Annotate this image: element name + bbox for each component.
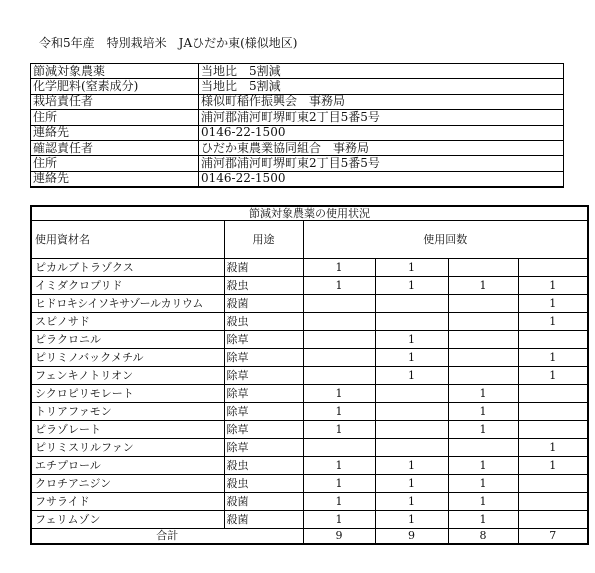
material-column-header: 使用資材名	[31, 221, 224, 259]
usage-count-cell: 1	[303, 475, 375, 493]
usage-count-cell: 1	[303, 277, 375, 295]
usage-row	[31, 421, 588, 439]
page-title: 令和5年産 特別栽培米 JAひだか東(様似地区)	[39, 36, 298, 50]
info-value: 様似町稲作振興会 事務局	[199, 94, 564, 109]
usage-count-cell: 1	[375, 277, 448, 295]
usage-row	[31, 457, 588, 475]
usage-count-cell	[303, 313, 375, 331]
usage-count-cell: 1	[375, 259, 448, 277]
usage-count-cell: 1	[303, 259, 375, 277]
usage-count-cell	[303, 349, 375, 367]
material-name: ヒドロキシイソキサゾールカリウム	[31, 295, 224, 313]
material-name: スピノサド	[31, 313, 224, 331]
usage-count-cell: 1	[518, 367, 588, 385]
usage-count-cell	[375, 385, 448, 403]
usage-count-cell: 1	[518, 457, 588, 475]
purpose-cell: 除草	[224, 331, 303, 349]
usage-count-cell	[448, 439, 518, 457]
usage-count-cell	[375, 295, 448, 313]
info-row	[31, 79, 564, 94]
usage-row	[31, 259, 588, 277]
usage-count-cell: 1	[448, 493, 518, 511]
usage-count-cell	[518, 403, 588, 421]
usage-count-cell: 1	[303, 385, 375, 403]
usage-row	[31, 385, 588, 403]
info-value: 当地比 5割減	[199, 64, 564, 79]
info-value: ひだか東農業協同組合 事務局	[199, 140, 564, 155]
material-name: シクロピリモレート	[31, 385, 224, 403]
purpose-cell: 殺菌	[224, 295, 303, 313]
usage-count-cell	[518, 475, 588, 493]
info-row	[31, 125, 564, 140]
info-row	[31, 110, 564, 125]
usage-count-cell	[518, 259, 588, 277]
usage-count-cell: 1	[375, 475, 448, 493]
usage-count-cell: 1	[518, 439, 588, 457]
usage-count-cell	[303, 439, 375, 457]
usage-count-cell: 1	[375, 349, 448, 367]
total-row	[31, 529, 588, 545]
info-label: 住所	[31, 156, 199, 171]
info-label: 連絡先	[31, 171, 199, 187]
usage-caption: 節減対象農薬の使用状況	[31, 206, 588, 221]
usage-row	[31, 475, 588, 493]
material-name: イミダクロプリド	[31, 277, 224, 295]
usage-row	[31, 295, 588, 313]
info-label: 確認責任者	[31, 140, 199, 155]
usage-count-cell: 1	[518, 349, 588, 367]
info-value: 浦河郡浦河町堺町東2丁目5番5号	[199, 110, 564, 125]
material-name: ピリミノバックメチル	[31, 349, 224, 367]
usage-row	[31, 439, 588, 457]
usage-count-cell: 1	[375, 331, 448, 349]
total-count-cell: 7	[518, 529, 588, 545]
purpose-cell: 殺虫	[224, 277, 303, 295]
usage-count-cell: 1	[448, 475, 518, 493]
usage-row	[31, 511, 588, 529]
material-name: トリアファモン	[31, 403, 224, 421]
info-value: 0146-22-1500	[199, 171, 564, 187]
usage-count-cell: 1	[448, 457, 518, 475]
usage-count-cell: 1	[375, 511, 448, 529]
info-value: 0146-22-1500	[199, 125, 564, 140]
purpose-cell: 殺菌	[224, 259, 303, 277]
info-table	[30, 63, 564, 188]
usage-count-cell	[518, 385, 588, 403]
material-name: ピラゾレート	[31, 421, 224, 439]
usage-count-cell	[375, 313, 448, 331]
usage-count-cell: 1	[303, 511, 375, 529]
purpose-column-header: 用途	[224, 221, 303, 259]
usage-row	[31, 403, 588, 421]
count-column-header: 使用回数	[303, 221, 588, 259]
usage-count-cell: 1	[303, 421, 375, 439]
info-value: 当地比 5割減	[199, 79, 564, 94]
usage-count-cell: 1	[375, 367, 448, 385]
info-row	[31, 140, 564, 155]
usage-row	[31, 277, 588, 295]
usage-count-cell	[518, 421, 588, 439]
usage-row	[31, 367, 588, 385]
info-label: 化学肥料(窒素成分)	[31, 79, 199, 94]
usage-row	[31, 331, 588, 349]
material-name: ピリミスリルファン	[31, 439, 224, 457]
usage-count-cell	[518, 511, 588, 529]
purpose-cell: 除草	[224, 385, 303, 403]
info-row	[31, 64, 564, 79]
usage-count-cell	[375, 403, 448, 421]
purpose-cell: 除草	[224, 421, 303, 439]
material-name: フサライド	[31, 493, 224, 511]
usage-count-cell: 1	[448, 511, 518, 529]
purpose-cell: 殺菌	[224, 493, 303, 511]
purpose-cell: 殺虫	[224, 475, 303, 493]
usage-count-cell: 1	[518, 277, 588, 295]
usage-count-cell: 1	[518, 313, 588, 331]
info-label: 栽培責任者	[31, 94, 199, 109]
total-count-cell: 9	[303, 529, 375, 545]
purpose-cell: 殺菌	[224, 511, 303, 529]
usage-row	[31, 313, 588, 331]
info-value: 浦河郡浦河町堺町東2丁目5番5号	[199, 156, 564, 171]
usage-count-cell	[518, 331, 588, 349]
total-count-cell: 8	[448, 529, 518, 545]
purpose-cell: 除草	[224, 403, 303, 421]
usage-count-cell	[303, 331, 375, 349]
usage-count-cell: 1	[448, 385, 518, 403]
usage-row	[31, 349, 588, 367]
info-row	[31, 171, 564, 187]
usage-count-cell: 1	[448, 277, 518, 295]
usage-count-cell	[448, 331, 518, 349]
usage-count-cell: 1	[375, 493, 448, 511]
purpose-cell: 除草	[224, 367, 303, 385]
info-row	[31, 94, 564, 109]
usage-count-cell: 1	[448, 421, 518, 439]
material-name: ピカルブトラゾクス	[31, 259, 224, 277]
usage-count-cell: 1	[303, 457, 375, 475]
usage-count-cell: 1	[518, 295, 588, 313]
total-label: 合計	[31, 529, 303, 545]
usage-count-cell	[518, 493, 588, 511]
usage-count-cell	[448, 313, 518, 331]
usage-count-cell	[303, 295, 375, 313]
purpose-cell: 除草	[224, 439, 303, 457]
purpose-cell: 殺虫	[224, 313, 303, 331]
usage-count-cell	[448, 295, 518, 313]
material-name: フェリムゾン	[31, 511, 224, 529]
usage-count-cell	[375, 439, 448, 457]
usage-count-cell: 1	[375, 457, 448, 475]
usage-count-cell: 1	[303, 403, 375, 421]
usage-table	[30, 205, 589, 545]
usage-column-header-row	[31, 221, 588, 259]
material-name: フェンキノトリオン	[31, 367, 224, 385]
usage-count-cell: 1	[303, 493, 375, 511]
usage-count-cell: 1	[448, 403, 518, 421]
purpose-cell: 殺虫	[224, 457, 303, 475]
usage-count-cell	[303, 367, 375, 385]
info-label: 住所	[31, 110, 199, 125]
usage-count-cell	[448, 367, 518, 385]
usage-caption-row	[31, 206, 588, 221]
material-name: エチプロール	[31, 457, 224, 475]
usage-row	[31, 493, 588, 511]
info-row	[31, 156, 564, 171]
info-label: 連絡先	[31, 125, 199, 140]
material-name: ピラクロニル	[31, 331, 224, 349]
usage-count-cell	[448, 349, 518, 367]
usage-count-cell	[448, 259, 518, 277]
usage-count-cell	[375, 421, 448, 439]
total-count-cell: 9	[375, 529, 448, 545]
info-label: 節減対象農薬	[31, 64, 199, 79]
purpose-cell: 除草	[224, 349, 303, 367]
material-name: クロチアニジン	[31, 475, 224, 493]
